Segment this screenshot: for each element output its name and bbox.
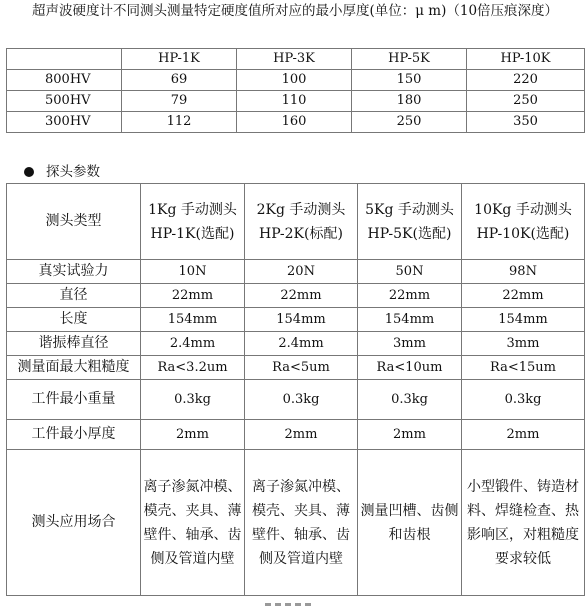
table-cell: 22mm xyxy=(141,284,245,308)
table-cell: 2mm xyxy=(141,420,245,450)
table-cell: 160 xyxy=(237,112,352,133)
table-cell: 0.3kg xyxy=(245,380,358,420)
table-cell: 测量凹槽、齿侧和齿根 xyxy=(358,450,462,596)
table-cell: 离子渗氮冲模、模壳、夹具、薄壁件、轴承、齿侧及管道内壁 xyxy=(245,450,358,596)
header-cell: HP-1K xyxy=(122,49,237,70)
table-cell: 2mm xyxy=(245,420,358,450)
table-cell: 180 xyxy=(352,91,467,112)
table-cell: 69 xyxy=(122,70,237,91)
header-cell xyxy=(7,49,122,70)
row-label: 800HV xyxy=(7,70,122,91)
table-cell: Ra<10um xyxy=(358,356,462,380)
table-cell: 154mm xyxy=(245,308,358,332)
table-cell: 2mm xyxy=(462,420,585,450)
table-cell: 79 xyxy=(122,91,237,112)
table-cell: 154mm xyxy=(462,308,585,332)
table-cell: 22mm xyxy=(462,284,585,308)
row-label: 500HV xyxy=(7,91,122,112)
row-label: 测量面最大粗糙度 xyxy=(7,356,141,380)
table-cell: 100 xyxy=(237,70,352,91)
header-cell: 测头类型 xyxy=(7,184,141,260)
table-cell: 112 xyxy=(122,112,237,133)
table-cell: 22mm xyxy=(245,284,358,308)
table-cell: 2.4mm xyxy=(141,332,245,356)
header-cell: 1Kg 手动测头 HP-1K(选配) xyxy=(141,184,245,260)
table-cell: 50N xyxy=(358,260,462,284)
header-cell: 5Kg 手动测头 HP-5K(选配) xyxy=(358,184,462,260)
table-row xyxy=(7,308,585,332)
header-cell: HP-3K xyxy=(237,49,352,70)
row-label: 真实试验力 xyxy=(7,260,141,284)
table-cell: 110 xyxy=(237,91,352,112)
table-cell: 10N xyxy=(141,260,245,284)
table-cell: 250 xyxy=(467,91,585,112)
header-cell: HP-5K xyxy=(352,49,467,70)
scroll-continuation-divider xyxy=(265,603,311,606)
table-row xyxy=(7,260,585,284)
table-row xyxy=(7,91,585,112)
section-title: 探头参数 xyxy=(46,164,100,180)
table-cell: 22mm xyxy=(358,284,462,308)
table-cell: Ra<3.2um xyxy=(141,356,245,380)
table-row xyxy=(7,356,585,380)
bullet-icon xyxy=(24,167,34,177)
table-cell: 98N xyxy=(462,260,585,284)
table-cell: 小型锻件、铸造材料、焊缝检查、热影响区，对粗糙度要求较低 xyxy=(462,450,585,596)
table-header-row xyxy=(7,49,585,70)
table-cell: 2mm xyxy=(358,420,462,450)
header-cell: 2Kg 手动测头 HP-2K(标配) xyxy=(245,184,358,260)
table-row xyxy=(7,112,585,133)
table-row xyxy=(7,380,585,420)
table-cell: 154mm xyxy=(141,308,245,332)
table-caption: 超声波硬度计不同测头测量特定硬度值所对应的最小厚度(单位：μ m)（10倍压痕深度） xyxy=(31,3,559,19)
row-label: 长度 xyxy=(7,308,141,332)
probe-parameters-table xyxy=(6,183,585,596)
table-row xyxy=(7,420,585,450)
table-cell: 3mm xyxy=(462,332,585,356)
table-header-row xyxy=(7,184,585,260)
table-cell: 20N xyxy=(245,260,358,284)
row-label: 工件最小厚度 xyxy=(7,420,141,450)
table-cell: 0.3kg xyxy=(358,380,462,420)
row-label: 工件最小重量 xyxy=(7,380,141,420)
table-cell: 离子渗氮冲模、模壳、夹具、薄壁件、轴承、齿侧及管道内壁 xyxy=(141,450,245,596)
row-label: 直径 xyxy=(7,284,141,308)
table-row xyxy=(7,332,585,356)
section-heading xyxy=(24,162,100,182)
min-thickness-table xyxy=(6,48,585,133)
table-cell: Ra<5um xyxy=(245,356,358,380)
row-label: 测头应用场合 xyxy=(7,450,141,596)
header-cell: HP-10K xyxy=(467,49,585,70)
table-cell: Ra<15um xyxy=(462,356,585,380)
row-label: 300HV xyxy=(7,112,122,133)
table-cell: 0.3kg xyxy=(141,380,245,420)
table-cell: 2.4mm xyxy=(245,332,358,356)
table-cell: 350 xyxy=(467,112,585,133)
table-row xyxy=(7,70,585,91)
table-cell: 150 xyxy=(352,70,467,91)
table-cell: 0.3kg xyxy=(462,380,585,420)
table-cell: 220 xyxy=(467,70,585,91)
table-cell: 3mm xyxy=(358,332,462,356)
table-cell: 154mm xyxy=(358,308,462,332)
table-cell: 250 xyxy=(352,112,467,133)
row-label: 谐振棒直径 xyxy=(7,332,141,356)
table-row xyxy=(7,450,585,596)
header-cell: 10Kg 手动测头 HP-10K(选配) xyxy=(462,184,585,260)
table-row xyxy=(7,284,585,308)
